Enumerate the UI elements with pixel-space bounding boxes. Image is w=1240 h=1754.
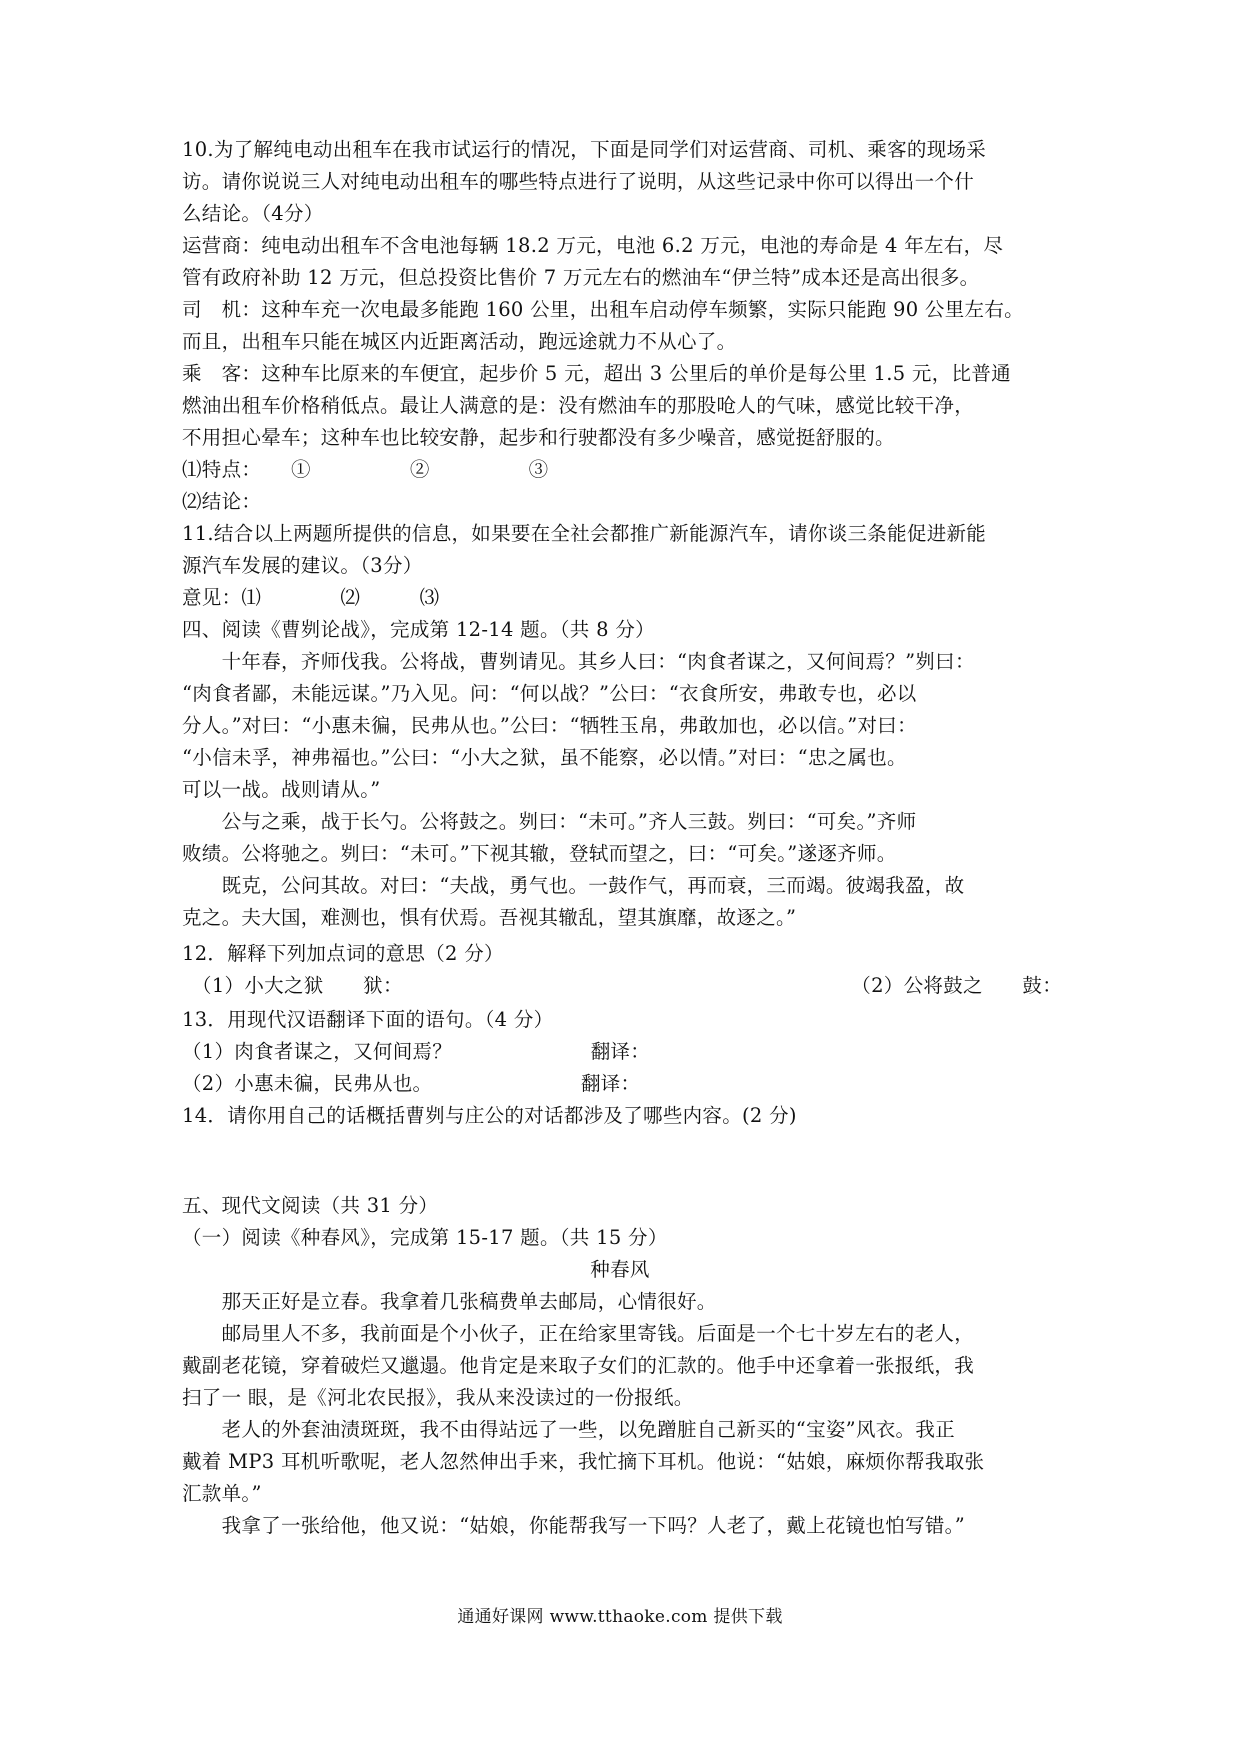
q10-line: 管有政府补助 12 万元，但总投资比售价 7 万元左右的燃油车“伊兰特”成本还是高出很多。 bbox=[182, 266, 980, 289]
passage-line: 戴着 MP3 耳机听歌呢，老人忽然伸出手来，我忙摘下耳机。他说：“姑娘，麻烦你帮我取张 bbox=[182, 1450, 985, 1473]
q10-line: 么结论。（4分） bbox=[182, 202, 324, 225]
q10-line: 司 机：这种车充一次电最多能跑 160 公里，出租车启动停车频繁，实际只能跑 90 公里左右。 bbox=[182, 298, 1024, 321]
q13-item-1: （1）肉食者谋之，又何间焉？ 翻译： bbox=[182, 1040, 651, 1063]
passage-line: 败绩。公将驰之。刿曰：“未可。”下视其辙，登轼而望之，曰：“可矣。”遂逐齐师。 bbox=[182, 842, 897, 865]
q10-line: 乘 客：这种车比原来的车便宜，起步价 5 元，超出 3 公里后的单价是每公里 1.5 元，比普通 bbox=[182, 362, 1011, 385]
passage-line: 我拿了一张给他，他又说：“姑娘，你能帮我写一下吗？人老了，戴上花镜也怕写错。” bbox=[182, 1514, 965, 1537]
passage-line: 那天正好是立春。我拿着几张稿费单去邮局，心情很好。 bbox=[182, 1290, 717, 1313]
q14-title: 14．请你用自己的话概括曹刿与庄公的对话都涉及了哪些内容。(2 分) bbox=[182, 1104, 797, 1127]
section-4-heading: 四、阅读《曹刿论战》，完成第 12-14 题。（共 8 分） bbox=[182, 618, 655, 641]
q12-title: 12．解释下列加点词的意思（2 分） bbox=[182, 942, 504, 965]
passage-line: 十年春，齐师伐我。公将战，曹刿请见。其乡人曰：“肉食者谋之，又何间焉？”刿曰： bbox=[182, 650, 975, 673]
q13-item-2: （2）小惠未徧，民弗从也。 翻译： bbox=[182, 1072, 641, 1095]
passage-title: 种春风 bbox=[590, 1258, 650, 1281]
q10-line: 运营商：纯电动出租车不含电池每辆 18.2 万元，电池 6.2 万元，电池的寿命是 4 年左右，尽 bbox=[182, 234, 1004, 257]
q12-item-2: （2）公将鼓之 鼓： bbox=[851, 974, 1062, 997]
q11-line: 11.结合以上两题所提供的信息，如果要在全社会都推广新能源汽车，请你谈三条能促进新能 bbox=[182, 522, 987, 545]
passage-line: 汇款单。” bbox=[182, 1482, 262, 1505]
passage-line: 分人。”对曰：“小惠未徧，民弗从也。”公曰：“牺牲玉帛，弗敢加也，必以信。”对曰： bbox=[182, 714, 917, 737]
passage-line: 扫了一 眼，是《河北农民报》，我从来没读过的一份报纸。 bbox=[182, 1386, 694, 1409]
q10-line: 而且，出租车只能在城区内近距离活动，跑远途就力不从心了。 bbox=[182, 330, 737, 353]
passage-line: 老人的外套油渍斑斑，我不由得站远了一些，以免蹭脏自己新买的“宝姿”风衣。我正 bbox=[182, 1418, 955, 1441]
passage-line: 可以一战。战则请从。” bbox=[182, 778, 381, 801]
q10-line: 10.为了解纯电动出租车在我市试运行的情况，下面是同学们对运营商、司机、乘客的现场采 bbox=[182, 138, 987, 161]
passage-line: “小信未孚，神弗福也。”公曰：“小大之狱，虽不能察，必以情。”对曰：“忠之属也。 bbox=[182, 746, 907, 769]
q10-conclusion: ⑵结论： bbox=[182, 490, 262, 513]
q10-features: ⑴特点： ① ② ③ bbox=[182, 458, 549, 481]
section-5-heading: 五、现代文阅读（共 31 分） bbox=[182, 1194, 439, 1217]
passage-line: 公与之乘，战于长勺。公将鼓之。刿曰：“未可。”齐人三鼓。刿曰：“可矣。”齐师 bbox=[182, 810, 917, 833]
q10-line: 访。请你说说三人对纯电动出租车的哪些特点进行了说明，从这些记录中你可以得出一个什 bbox=[182, 170, 975, 193]
passage-line: 邮局里人不多，我前面是个小伙子，正在给家里寄钱。后面是一个七十岁左右的老人， bbox=[182, 1322, 975, 1345]
passage-line: 克之。夫大国，难测也，惧有伏焉。吾视其辙乱，望其旗靡，故逐之。” bbox=[182, 906, 797, 929]
q12-item-1: （1）小大之狱 狱： bbox=[182, 974, 403, 997]
q11-line: 源汽车发展的建议。（3分） bbox=[182, 554, 423, 577]
page-footer: 通通好课网 www.tthaoke.com 提供下载 bbox=[457, 1607, 783, 1627]
section-5-subheading: （一）阅读《种春风》，完成第 15-17 题。（共 15 分） bbox=[182, 1226, 668, 1249]
passage-line: “肉食者鄙，未能远谋。”乃入见。问：“何以战？”公曰：“衣食所安，弗敢专也，必以 bbox=[182, 682, 917, 705]
q10-line: 燃油出租车价格稍低点。最让人满意的是：没有燃油车的那股呛人的气味，感觉比较干净， bbox=[182, 394, 975, 417]
q12-items bbox=[182, 972, 1062, 1000]
q10-line: 不用担心晕车；这种车也比较安静，起步和行驶都没有多少噪音，感觉挺舒服的。 bbox=[182, 426, 895, 449]
passage-line: 戴副老花镜，穿着破烂又邋遢。他肯定是来取子女们的汇款的。他手中还拿着一张报纸，我 bbox=[182, 1354, 975, 1377]
q11-opinions: 意见：⑴ ⑵ ⑶ bbox=[182, 586, 440, 609]
q13-title: 13．用现代汉语翻译下面的语句。（4 分） bbox=[182, 1008, 554, 1031]
passage-line: 既克，公问其故。对曰：“夫战，勇气也。一鼓作气，再而衰，三而竭。彼竭我盈，故 bbox=[182, 874, 965, 897]
